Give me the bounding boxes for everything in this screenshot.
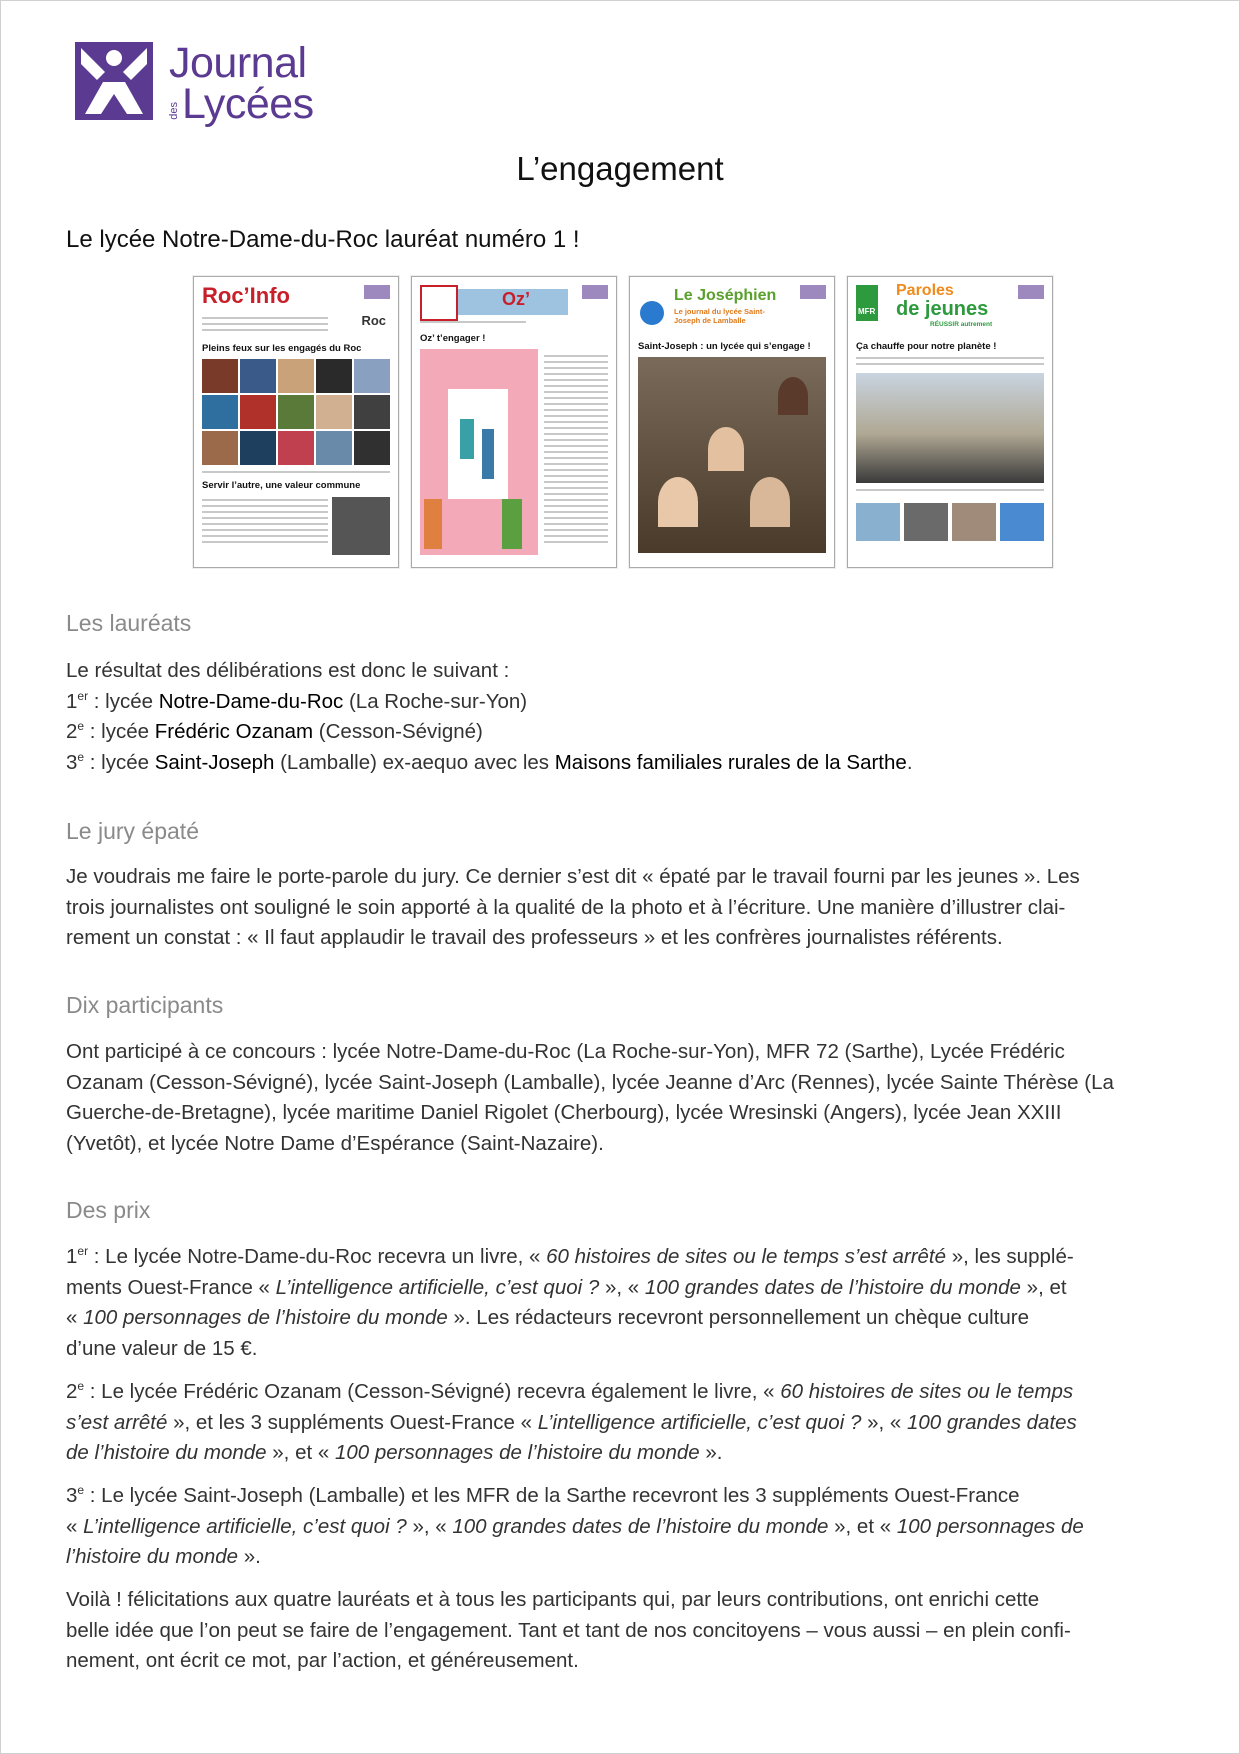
journal-mini-logo-icon <box>582 285 608 299</box>
cover-heading: Ça chauffe pour notre planète ! <box>856 341 997 352</box>
text-lines <box>202 471 390 477</box>
heading-participants: Dix participants <box>66 992 224 1018</box>
logo-word-lycees: Lycées <box>182 80 314 128</box>
cover-tagline: RÉUSSIR autrement <box>930 321 993 328</box>
heading-jury: Le jury épaté <box>66 818 199 844</box>
journal-mini-logo-icon <box>800 285 826 299</box>
globe-icon <box>640 301 664 325</box>
roc-mark: Roc <box>361 313 386 328</box>
text-lines <box>856 357 1044 369</box>
page-title: L’engagement <box>516 150 724 187</box>
prix-paragraph-2: 2e : Le lycée Frédéric Ozanam (Cesson-Sévigné) recevra également le livre, « 60 histoires de sites ou le temps s’est arrêté », et les 3 suppléments Ouest-France « L’intelligence artificielle, c’est quoi ? », « 100 grandes dates de l’histoire du monde », et « 100 personnages de l’histoire du monde ». <box>66 1379 1077 1464</box>
laureats-text <box>66 656 1186 778</box>
journal-mini-logo-icon <box>1018 285 1044 299</box>
prix-paragraph-3: 3e : Le lycée Saint-Joseph (Lamballe) et les MFR de la Sarthe recevront les 3 suppléments Ouest-France « L’intelligence artificielle, c’est quoi ? », « 100 grandes dates de l’histoire du monde », et « 100 personnages de l’histoire du monde ». <box>66 1483 1084 1568</box>
mfr-mark: MFR <box>858 307 876 316</box>
text-lines <box>202 499 328 547</box>
logo-word-journal: Journal <box>169 39 307 87</box>
text-lines <box>856 489 1044 495</box>
heading-laureats: Les lauréats <box>66 610 192 636</box>
article-subtitle: Le lycée Notre-Dame-du-Roc lauréat numéro 1 ! <box>66 226 580 253</box>
cover-title-line1: Paroles <box>896 282 954 299</box>
thumbnail-row <box>856 503 1044 541</box>
laureat-line-2: 2e : lycée Frédéric Ozanam (Cesson-Sévigné) <box>66 719 483 743</box>
cover-heading-2: Servir l’autre, une valeur commune <box>202 480 361 491</box>
cover-title: Roc’Info <box>202 283 290 308</box>
logo-mark-icon <box>75 42 153 120</box>
cover-le-josephien <box>629 276 835 568</box>
cover-heading: Oz’ t’engager ! <box>420 333 486 344</box>
street-photo <box>856 373 1044 483</box>
laureats-intro: Le résultat des délibérations est donc le suivant : <box>66 659 510 682</box>
illustration <box>420 349 538 555</box>
cover-tagline: Le journal du lycée Saint-Joseph de Lamballe <box>674 307 765 325</box>
cover-gallery <box>193 276 1053 568</box>
text-lines <box>420 321 526 327</box>
heading-prix: Des prix <box>66 1197 151 1223</box>
logo-word-des: des <box>168 102 180 120</box>
cover-heading: Pleins feux sur les engagés du Roc <box>202 343 362 354</box>
group-photo <box>638 357 826 553</box>
participants-text: Ont participé à ce concours : lycée Notre-Dame-du-Roc (La Roche-sur-Yon), MFR 72 (Sarthe), Lycée Frédéric Ozanam (Cesson-Sévigné), lycée Saint-Joseph (Lamballe), lycée Jeanne d’Arc (Rennes), lycée Sainte Thérèse (La Guerche-de-Bretagne), lycée maritime Daniel Rigolet (Cherbourg), lycée Wresinski (Angers), lycée Jean XXIII (Yvetôt), et lycée Notre Dame d’Espérance (Saint-Nazaire). <box>66 1040 1114 1155</box>
closing-paragraph: Voilà ! félicitations aux quatre lauréats et à tous les participants qui, par leurs contributions, ont enrichi cette belle idée que l’on peut se faire de l’engagement. Tant et tant de nos concitoyens – vous aussi – en plein confi- nement, ont écrit ce mot, par l’action, et généreusement. <box>66 1588 1071 1672</box>
photo-collage <box>202 359 390 465</box>
laureat-line-3: 3e : lycée Saint-Joseph (Lamballe) ex-aequo avec les Maisons familiales rurales de la Sarthe. <box>66 749 913 774</box>
oz-logo-icon <box>420 285 458 321</box>
cover-roc-info <box>193 276 399 568</box>
portrait-photo <box>332 497 390 555</box>
cover-paroles-de-jeunes <box>847 276 1053 568</box>
laureat-line-1: 1er : lycée Notre-Dame-du-Roc (La Roche-sur-Yon) <box>66 688 528 713</box>
journal-mini-logo-icon <box>364 285 390 299</box>
cover-heading: Saint-Joseph : un lycée qui s’engage ! <box>638 341 811 352</box>
prix-paragraph-1: 1er : Le lycée Notre-Dame-du-Roc recevra un livre, « 60 histoires de sites ou le temps s’est arrêté », les supplé- ments Ouest-France « L’intelligence artificielle, c’est quoi ? », « 100 grandes dates de l’histoire du monde », et « 100 personnages de l’histoire du monde ». Les rédacteurs recevront personnellement un chèque culture d’une valeur de 15 €. <box>66 1244 1074 1360</box>
jury-text: Je voudrais me faire le porte-parole du jury. Ce dernier s’est dit « épaté par le travail fourni par les jeunes ». Les trois journalistes ont souligné le soin apporté à la qualité de la photo et à l’écriture. Une manière d’illustrer clai- rement un constat : « Il faut applaudir le travail des professeurs » et les confrères journalistes référents. <box>66 865 1080 949</box>
cover-title-line2: de jeunes <box>896 298 989 320</box>
journal-des-lycees-logo <box>75 39 314 128</box>
cover-title: Le Joséphien <box>674 287 777 304</box>
cover-oz <box>411 276 617 568</box>
text-lines <box>202 317 328 335</box>
text-lines <box>544 355 608 547</box>
cover-title: Oz’ <box>502 289 531 309</box>
